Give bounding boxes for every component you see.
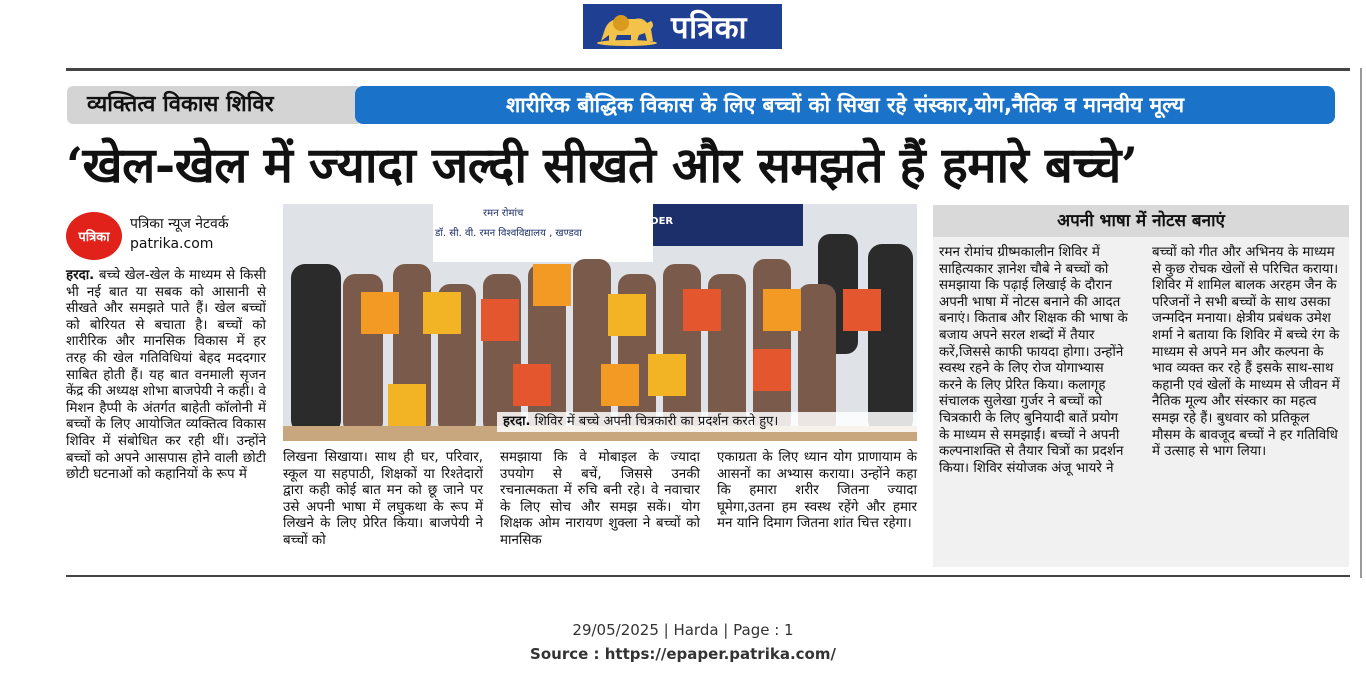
photo-illustration xyxy=(283,204,917,441)
banner-text-2: डॉ. सी. वी. रमन विश्वविद्यालय , खण्डवा xyxy=(435,228,582,239)
lion-emblem-icon xyxy=(591,7,663,47)
byline-network: पत्रिका न्यूज नेटवर्क xyxy=(130,216,229,232)
byline-site: patrika.com xyxy=(130,236,214,252)
sidebar-column-1: रमन रोमांच ग्रीष्मकालीन शिविर में साहित्यकार ज्ञानेश चौबे ने बच्चों को समझाया कि पढ़ाई लिखाई के दौरान अपनी भाषा में नोटस बनाने की आदत बनाएं। किताब और शिक्षक की भाषा के बजाय अपने सरल शब्दों में तैयार करें,जिससे काफी फायदा होगा। उन्होंने स्वस्थ रहने के लिए रोज योगाभ्यास करने के लिए प्रेरित किया। कलागृह संचालक सुलेखा गुर्जर ने बच्चों को चित्रकारी के लिए बुनियादी बातें प्रयोग के माध्यम से समझाईं। बच्चों ने अपनी कल्पनाशक्ति से तैयार चित्रों का प्रदर्शन किया। शिविर संयोजक अंजू भायरे ने xyxy=(939,245,1128,476)
footer-edition: 29/05/2025 | Harda | Page : 1 xyxy=(572,621,794,639)
story-column-2: लिखना सिखाया। साथ ही घर, परिवार, स्कूल या सहपाठी, शिक्षकों या रिश्तेदारों द्वारा कही कोई बात मन को छू जाने पर उसे अपनी भाषा में लघुकथा के रूप में लिखने के लिए प्रेरित किया। बाजपेयी ने बच्चों को xyxy=(283,450,483,548)
strapline: शारीरिक बौद्धिक विकास के लिए बच्चों को सिखा रहे संस्कार,योग,नैतिक व मानवीय मूल्य xyxy=(355,86,1335,124)
event-photo xyxy=(283,204,917,441)
masthead-name: पत्रिका xyxy=(671,9,748,46)
banner-text-3: SKILL KNOWLEDGE PROVIDER xyxy=(505,216,674,227)
footer-source: Source : https://epaper.patrika.com/ xyxy=(530,645,836,663)
photo-caption xyxy=(497,412,923,432)
headline: ‘खेल-खेल में ज्यादा जल्दी सीखते और समझते हैं हमारे बच्चे’ xyxy=(66,136,1138,194)
top-divider xyxy=(66,68,1350,71)
byline-badge: पत्रिका xyxy=(66,212,122,260)
story-column-3: समझाया कि वे मोबाइल के ज्यादा उपयोग से बचें, जिससे उनकी रचनात्मकता में रुचि बनी रहे। वे नवाचार के लिए सोच और समझ सकें। योग शिक्षक ओम नारायण शुक्ला ने बच्चों को मानसिक xyxy=(500,450,700,548)
banner-text-4: V. RAMAN UNIVERSITY xyxy=(703,237,792,246)
story-column-1 xyxy=(66,268,266,484)
sidebar-column-2: बच्चों को गीत और अभिनय के माध्यम से कुछ रोचक खेलों से परिचित कराया। शिविर में शामिल बालक अरहम जैन के परिजनों ने सभी बच्चों के साथ उसका जन्मदिन मनाया। क्षेत्रीय प्रबंधक उमेश शर्मा ने बताया कि शिविर में बच्चे रंग के माध्यम से अपने मन और कल्पना के भाव व्यक्त कर रहे हैं इसके साथ-साथ कहानी एवं खेलों के माध्यम से जीवन में नैतिक मूल्य और संस्कार का महत्व समझ रहे हैं। बुधवार को प्रतिकूल मौसम के बावजूद बच्चों ने हर गतिविधि में उत्साह से भाग लिया। xyxy=(1152,245,1340,460)
caption-place: हरदा. xyxy=(503,414,531,429)
masthead-logo xyxy=(583,4,782,49)
bottom-divider xyxy=(66,575,1350,577)
right-edge-rule xyxy=(1360,68,1362,578)
sidebar-heading: अपनी भाषा में नोटस बनाएं xyxy=(933,205,1349,237)
caption-text: शिविर में बच्चे अपनी चित्रकारी का प्रदर्शन करते हुए। xyxy=(534,414,779,429)
section-kicker: व्यक्तित्व विकास शिविर xyxy=(67,86,362,124)
banner-text-1: रमन रोमांच xyxy=(483,208,524,219)
story-column-4: एकाग्रता के लिए ध्यान योग प्राणायाम के आसनों का अभ्यास कराया। उन्होंने कहा कि हमारा शरीर जितना ज्यादा घूमेगा,उतना हम स्वस्थ रहेंगे और हमार मन यानि दिमाग जितना शांत चित्त रहेगा। xyxy=(717,450,917,532)
story-dateline: हरदा. xyxy=(66,268,95,283)
story-col1-text: बच्चे खेल-खेल के माध्यम से किसी भी नई बात या सबक को आसानी से सीखते और समझते पाते हैं। खेल बच्चों को बोरियत से बचाता है। बच्चों को शारीरिक और मानसिक विकास में हर तरह की खेल गतिविधियां बेहद मददगार साबित होती हैं। यह बात वनमाली सृजन केंद्र की अध्यक्ष शोभा बाजपेयी ने कही। वे मिशन हैप्पी के अंतर्गत बाहेती कॉलोनी में बच्चों के लिए आयोजित व्यक्तित्व विकास शिविर में संबोधित कर रही थीं। उन्होंने बच्चों को अपने आसपास होने वाली छोटी छोटी घटनाओं को कहानियों के रूप में xyxy=(66,268,266,483)
